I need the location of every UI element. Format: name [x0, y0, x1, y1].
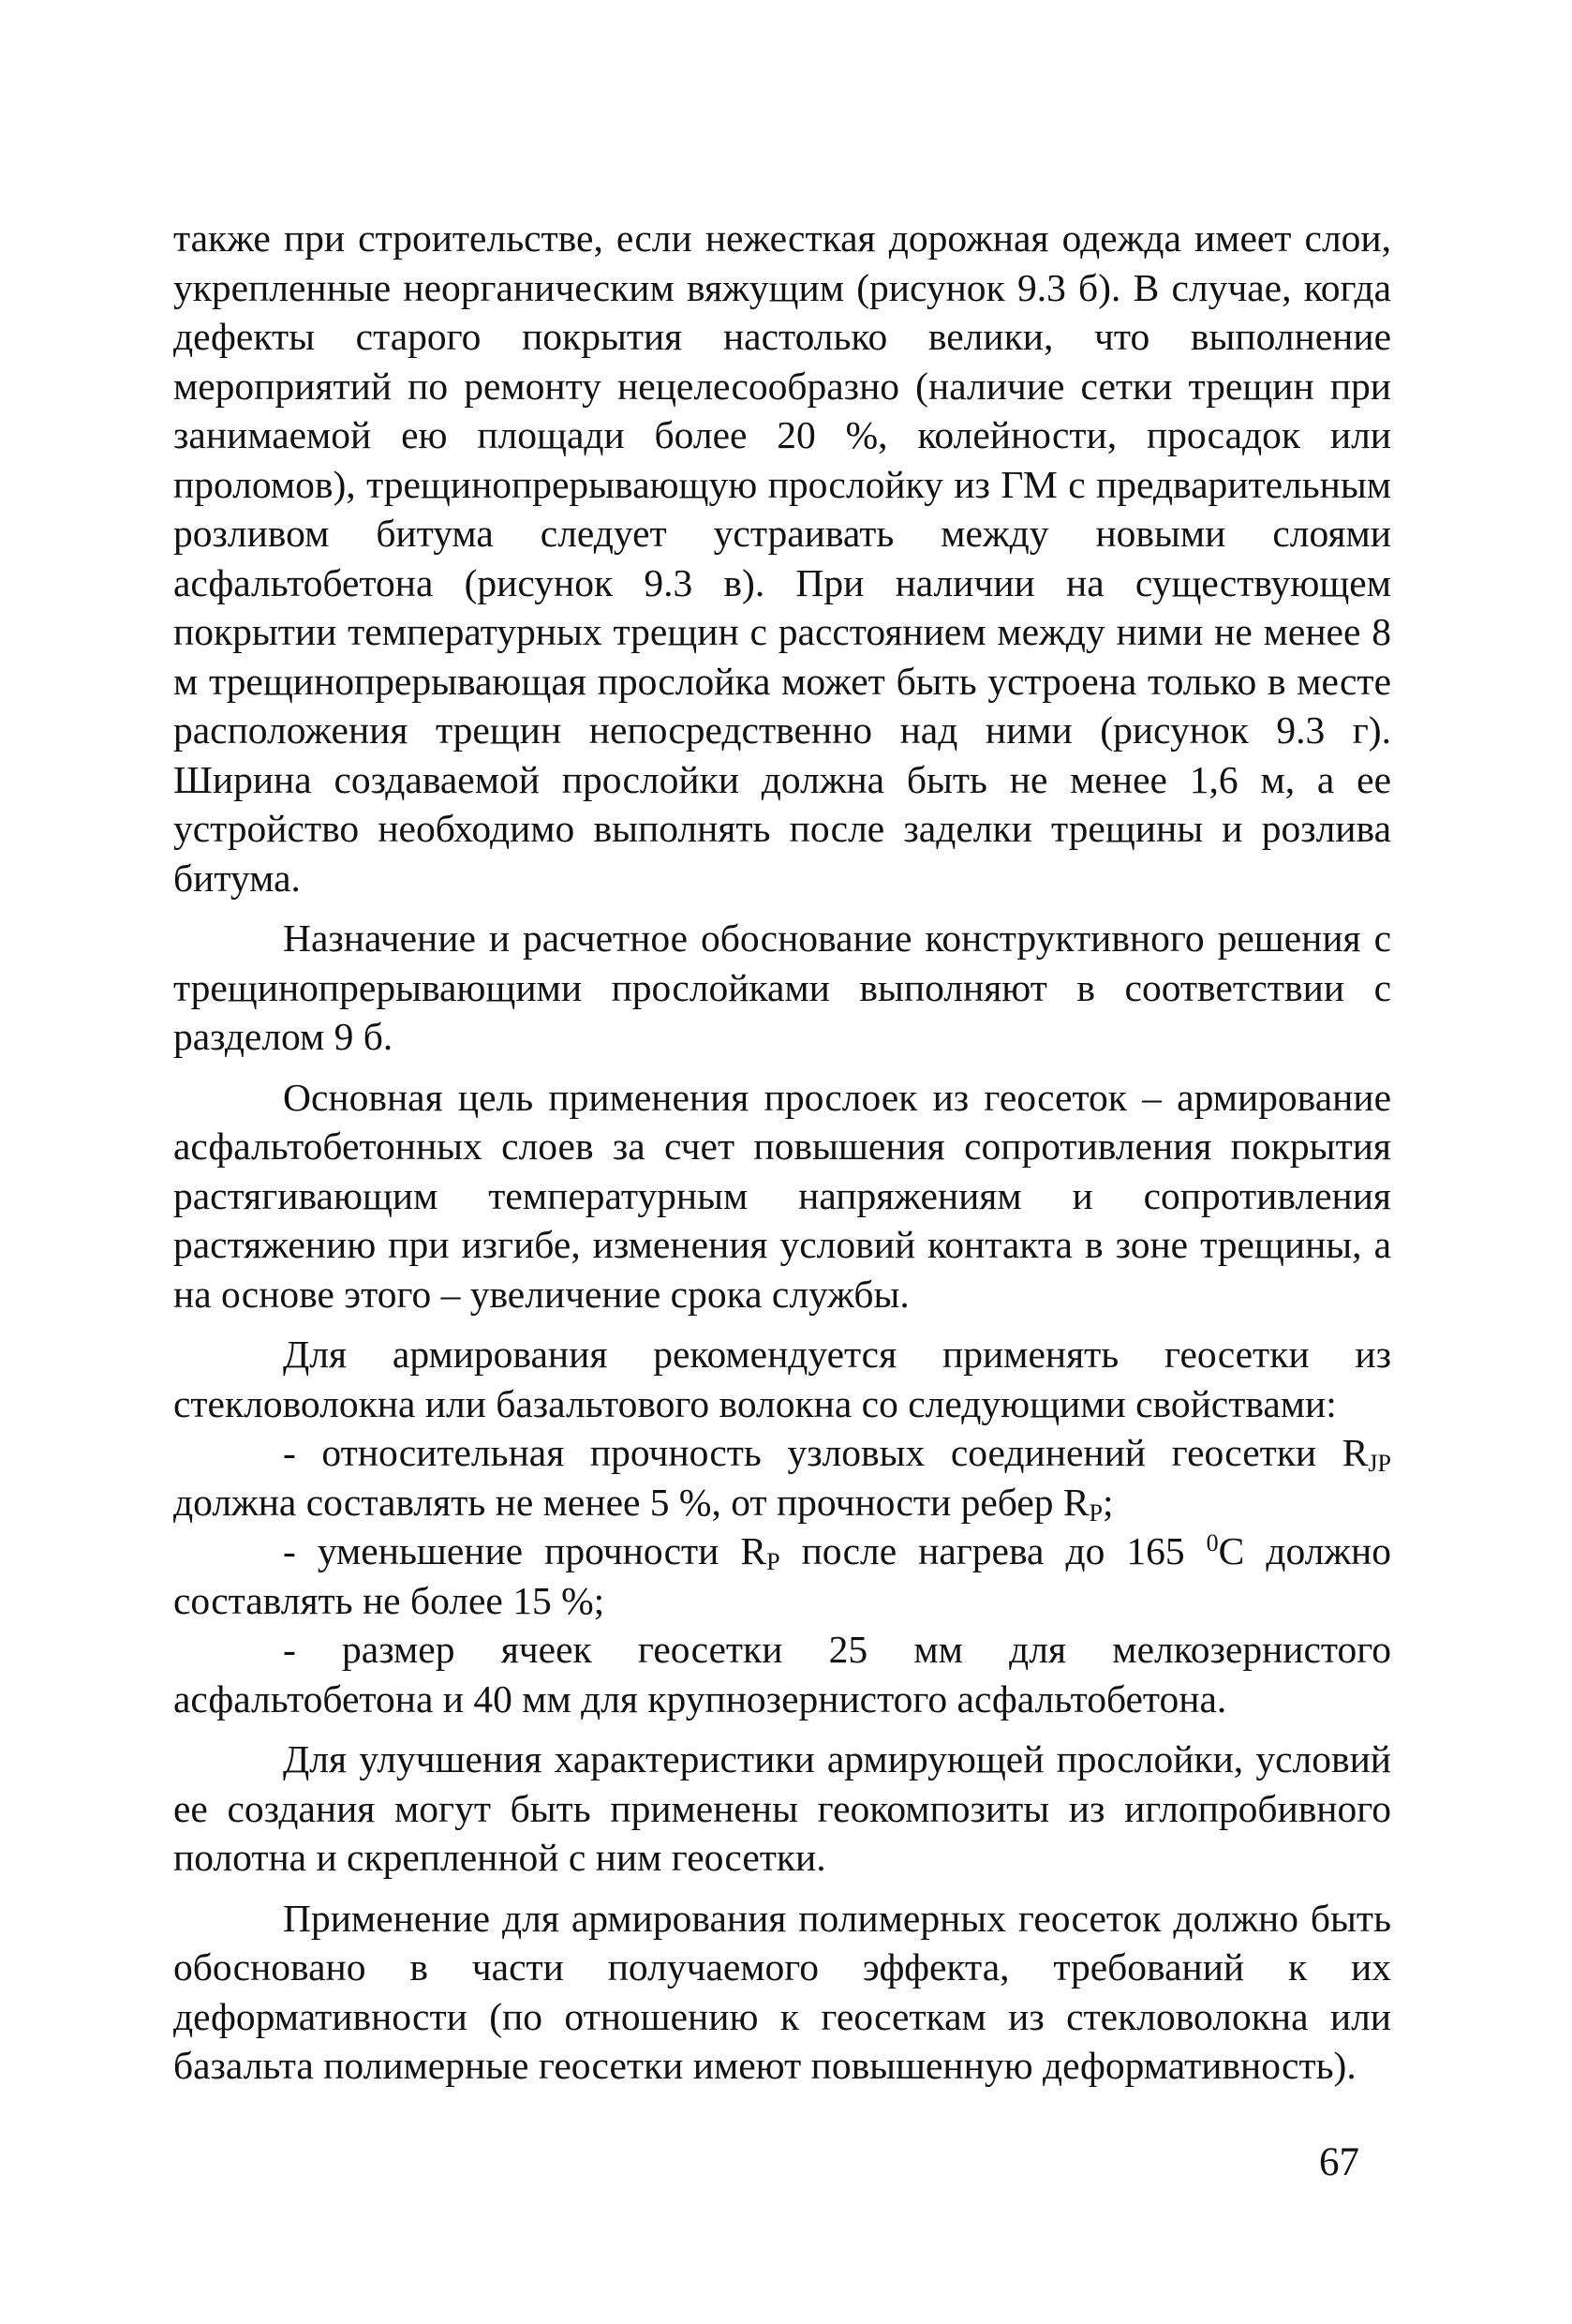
list-item-text: С должно составлять не более 15 %;	[173, 1529, 1391, 1622]
paragraph-continuation: также при строительстве, если нежесткая дорожная одежда имеет слои, укрепленные неорганическим вяжущим (рисунок 9.3 б). В случае, когда дефекты старого покрытия настолько велики, что выполнение мероприятий по ремонту нецелесообразно (наличие сетки трещин при занимаемой ею площади более 20 %, колейности, просадок или проломов), трещинопрерывающую прослойку из ГМ с предварительным розливом битума следует устраивать между новыми слоями асфальтобетона (рисунок 9.3 в). При наличии на существующем покрытии температурных трещин с расстоянием между ними не менее 8 м трещинопрерывающая прослойка может быть устроена только в месте расположения трещин непосредственно над ними (рисунок 9.3 г). Ширина создаваемой прослойки должна быть не менее 1,6 м, а ее устройство необходимо выполнять после заделки трещины и розлива битума.	[173, 216, 1391, 900]
list-item-text: - уменьшение прочности R	[283, 1529, 767, 1572]
list-item-text: после нагрева до 165	[779, 1529, 1207, 1572]
paragraph-reinforcement-recommendation: Для армирования рекомендуется применять геосетки из стекловолокна или базальтового волокна со следующими свойствами:	[173, 1333, 1391, 1425]
paragraph-main-purpose: Основная цель применения прослоек из геосеток – армирование асфальтобетонных слоев за счет повышения сопротивления покрытия растягивающим температурным напряжениям и сопротивления растяжению при изгибе, изменения условий контакта в зоне трещины, а на основе этого – увеличение срока службы.	[173, 1075, 1391, 1316]
paragraph-geocomposites: Для улучшения характеристики армирующей прослойки, условий ее создания могут быть применены геокомпозиты из иглопробивного полотна и скрепленной с ним геосетки.	[173, 1737, 1391, 1879]
paragraph-design-justification: Назначение и расчетное обоснование конструктивного решения с трещинопрерывающими прослойками выполняют в соответствии с разделом 9 б.	[173, 916, 1391, 1058]
list-item-heat-strength	[173, 1527, 1391, 1625]
page-body	[173, 214, 1391, 2091]
page-number: 67	[1319, 2140, 1359, 2184]
paragraph-polymer-geogrids: Применение для армирования полимерных геосеток должно быть обосновано в части получаемого эффекта, требований к их деформативности (по отношению к геосеткам из стекловолокна или базальта полимерные геосетки имеют повышенную деформативность).	[173, 1896, 1391, 2087]
subscript: P	[1089, 1498, 1104, 1527]
superscript: 0	[1206, 1529, 1219, 1557]
list-item-text: - относительная прочность узловых соединений геосетки R	[283, 1431, 1369, 1474]
list-item-node-strength	[173, 1428, 1391, 1527]
list-item-text: ;	[1103, 1480, 1114, 1524]
subscript: JP	[1368, 1450, 1391, 1477]
list-item-cell-size: - размер ячеек геосетки 25 мм для мелкозернистого асфальтобетона и 40 мм для крупнозернистого асфальтобетона.	[173, 1628, 1391, 1721]
subscript: P	[766, 1548, 780, 1575]
list-item-text: должна составлять не менее 5 %, от прочности ребер R	[173, 1480, 1090, 1524]
